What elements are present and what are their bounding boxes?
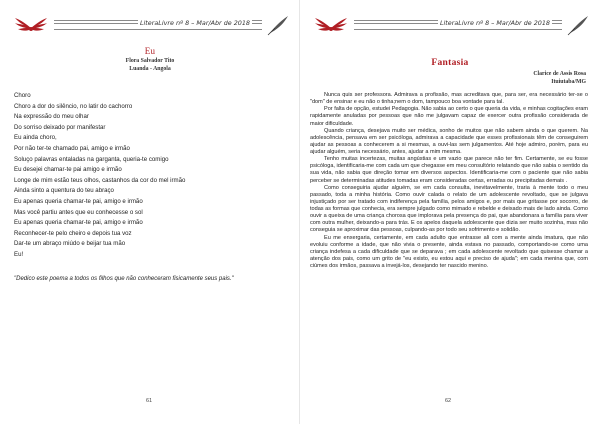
poem-line: Eu apenas queria chamar-te pai, amigo e irmão [14, 197, 143, 205]
author-name: Clarice de Assis Rosa [533, 71, 586, 77]
poem-line: Eu! [14, 250, 24, 258]
poem-line: Mas você partiu antes que eu conhecesse o sol [14, 208, 143, 216]
poem-line: Eu desejei chamar-te pai amigo e irmão [14, 166, 122, 174]
quill-pen-icon [566, 14, 590, 36]
story-title: Fantasia [431, 58, 469, 68]
poem-line: Longe de mim estão teus olhos, castanhos da cor do mel irmão [14, 176, 186, 184]
author-place: Luanda - Angola [129, 65, 171, 72]
poem-line: Por não ter-te chamado pai, amigo e irmão [14, 144, 130, 152]
winged-logo-icon [14, 14, 48, 36]
story-paragraph: Como conseguiria ajudar alguém, se em cada consulta, inevitavelmente, traria à mente todo o meu passado, toda a minha história. Como ouvir calada o relato de um adolescente revoltado, que se julgava injustiçado por ser tratado com indiferença pela família, pelos amigos e, por mais que gritasse por socorro, de todas as formas que conhecia, era sempre julgado como mimado e rebelde e deixado mais de lado ainda. Como ouvir a queixa de uma criança chorosa que implorava pela presença do pai, que abandonara a família para viver com outra mulher, deixando-a para trás. E os apelos daquela adolescente que dizia ser muito sozinha, mas não conseguia se aproximar das pessoas, culpando-as por todo seu sofrimento e solidão. [310, 184, 588, 234]
dedication: "Dedico este poema a todos os filhos que não conheceram fisicamente seus pais." [14, 276, 234, 282]
author-place: Ituiutaba/MG [551, 79, 586, 85]
poem-body [14, 91, 284, 261]
poem-line: Eu ainda choro, [14, 134, 57, 142]
page-number-right: 62 [445, 398, 452, 404]
quill-pen-icon [266, 14, 290, 36]
poem-line: Do sorriso deixado por manifestar [14, 123, 106, 131]
page-number-left: 61 [146, 398, 153, 404]
story-paragraph: Eu me enxergaria, certamente, em cada adulto que entrasse ali com a mente ainda imatura, que não evoluiu conforme a idade, que não vivia o presente, ainda estava no passado, comportando-se como uma criança indefesa a cada dificuldade que se deparava ; em cada adolescente revoltado que quisesse chamar a atenção dos pais, como um grito de "eu existo, eu estou aqui e preciso de ajuda"; em cada menina que, com ciúmes dos irmãos, passava a invejá-los, desejando ter nascido menino. [310, 234, 588, 269]
poem-line: Ainda sinto a quentura do teu abraço [14, 187, 114, 195]
winged-logo-icon [314, 14, 348, 36]
poem-line: Soluço palavras entaladas na garganta, queria-te comigo [14, 155, 169, 163]
story-body [310, 92, 588, 270]
header-text: LiteraLivre nº 8 – Mar/Abr de 2018 [139, 19, 250, 27]
poem-line: Choro [14, 92, 31, 99]
header-rule [354, 20, 562, 31]
poem-line: Eu apenas queria chamar-te pai, amigo e irmão [14, 219, 143, 227]
author-name: Flora Salvador Tito [125, 58, 175, 64]
poem-line: Choro a dor do silêncio, no latir do cachorro [14, 102, 133, 110]
poem-line: Reconhecer-te pelo cheiro e depois tua voz [14, 229, 132, 237]
story-paragraph: Nunca quis ser professora. Admirava a profissão, mas acreditava que, para ser, era necessário ter-se o "dom" de ensinar e eu não o tinha;nem o dom, tampouco boa vontade para tal. [310, 92, 588, 106]
story-paragraph: Por falta de opção, estudei Pedagogia. Não sabia ao certo o que queria da vida, e minhas cogitações eram rapidamente anuladas por pessoas que não me julgavam capaz de exercer outra profissão considerada de maior dificuldade. [310, 106, 588, 127]
poem-line: Dar-te um abraço miúdo e beijar tua mão [14, 240, 126, 248]
poem-author [0, 58, 300, 73]
poem-line: Na expressão do meu olhar [14, 113, 89, 121]
page-header-right [314, 14, 590, 36]
page-header-left [14, 14, 290, 36]
header-text: LiteraLivre nº 8 – Mar/Abr de 2018 [439, 19, 550, 27]
poem-title: Eu [144, 46, 156, 56]
story-paragraph: Quando criança, desejava muito ser médica, sonho de muitos que não sabem ainda o que querem. Na adolescência, pensava em ser psicóloga, admirava a capacidade que esses profissionais têm de conseguirem ajudar as pessoas a conhecerem a si mesmas, a ouvi-las sem julgamentos. Até hoje admiro, porém, para eu ajudar alguém, seria necessário, antes, ajudar a mim mesma. [310, 127, 588, 155]
header-rule [54, 20, 262, 31]
story-paragraph: Tenho muitas incertezas, muitas angústias e um vazio que parece não ter fim. Certamente, se eu fosse psicóloga, identificaria-me com cada um que chegasse em meu consultório relatando que não sabia o sentido da sua vida, não sabia que direção tomar em diversos aspectos. Identificaria-me com o paciente que não sabia perceber se determinadas atitudes tomadas eram consideradas certas, erradas ou precipitadas demais . [310, 156, 588, 184]
